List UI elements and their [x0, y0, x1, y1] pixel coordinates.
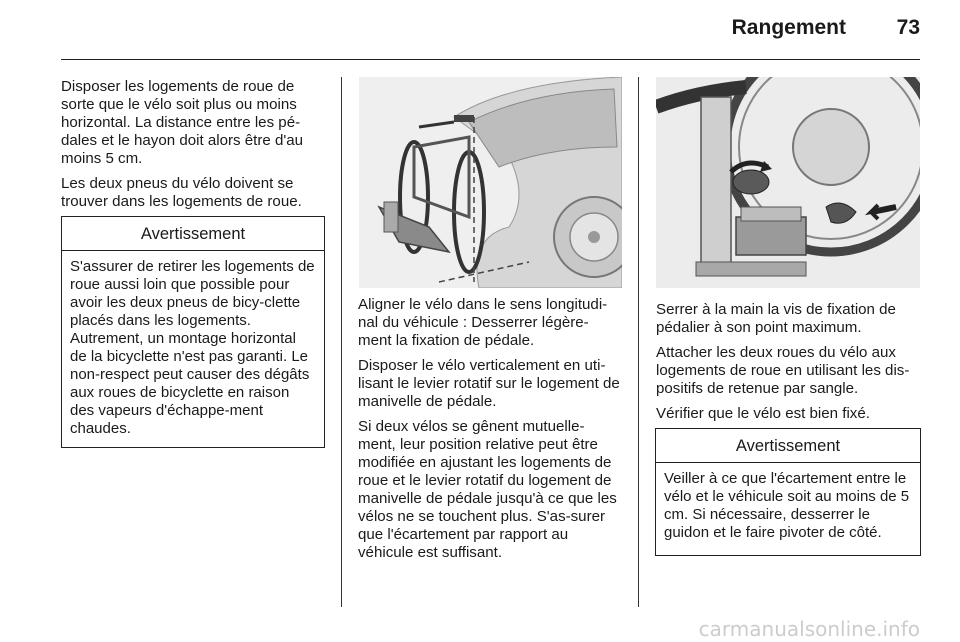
column-2 — [358, 296, 622, 569]
pedal-fixing-illustration — [656, 77, 920, 288]
bike-rack-illustration — [359, 77, 622, 288]
column-3 — [656, 301, 920, 430]
header-rule — [61, 59, 920, 60]
warning-text: S'assurer de retirer les logements de roue aussi loin que possible pour avoir les deux pneus de bicy-clette placés dans les logements. Autrement, un montage horizontal de la bicyclette n'est pas garanti. Le non-respect peut causer des dégâts aux roues de bicyclette en raison des vapeurs d'échappe-ment chaudes. — [70, 258, 315, 437]
column-divider — [341, 77, 342, 607]
warning-text: Veiller à ce que l'écartement entre le vélo et le véhicule soit au moins de 5 cm. Si nécessaire, desserrer le guidon et le faire pivoter de côté. — [664, 470, 910, 541]
paragraph: Si deux vélos se gênent mutuelle-ment, leur position relative peut être modifiée en ajustant les logements de roue et le levier rotatif du logement de manivelle de pédale jusqu'à ce que les vélos ne se touchent plus. S'as-surer que l'écartement par rapport au véhicule est suffisant. — [358, 418, 617, 561]
paragraph: Disposer le vélo verticalement en uti-lisant le levier rotatif sur le logement de manivelle de pédale. — [358, 357, 620, 410]
warning-box — [655, 428, 921, 556]
warning-title: Avertissement — [656, 429, 920, 463]
watermark: carmanualsonline.info — [698, 617, 920, 641]
page-title: Rangement — [731, 16, 846, 39]
paragraph: Serrer à la main la vis de fixation de pédalier à son point maximum. — [656, 301, 896, 336]
column-divider — [638, 77, 639, 607]
paragraph: Vérifier que le vélo est bien fixé. — [656, 405, 870, 422]
warning-title: Avertissement — [62, 217, 324, 251]
page-header — [0, 0, 960, 60]
paragraph: Aligner le vélo dans le sens longitudi-nal du véhicule : Desserrer légère-ment la fixation de pédale. — [358, 296, 608, 349]
page-number: 73 — [896, 16, 920, 39]
paragraph: Les deux pneus du vélo doivent se trouver dans les logements de roue. — [61, 175, 302, 210]
paragraph: Attacher les deux roues du vélo aux logements de roue en utilisant les dis-positifs de retenue par sangle. — [656, 344, 910, 397]
paragraph: Disposer les logements de roue de sorte que le vélo soit plus ou moins horizontal. La distance entre les pé-dales et le hayon doit alors être d'au moins 5 cm. — [61, 78, 304, 167]
column-1 — [61, 78, 329, 218]
warning-box — [61, 216, 325, 448]
